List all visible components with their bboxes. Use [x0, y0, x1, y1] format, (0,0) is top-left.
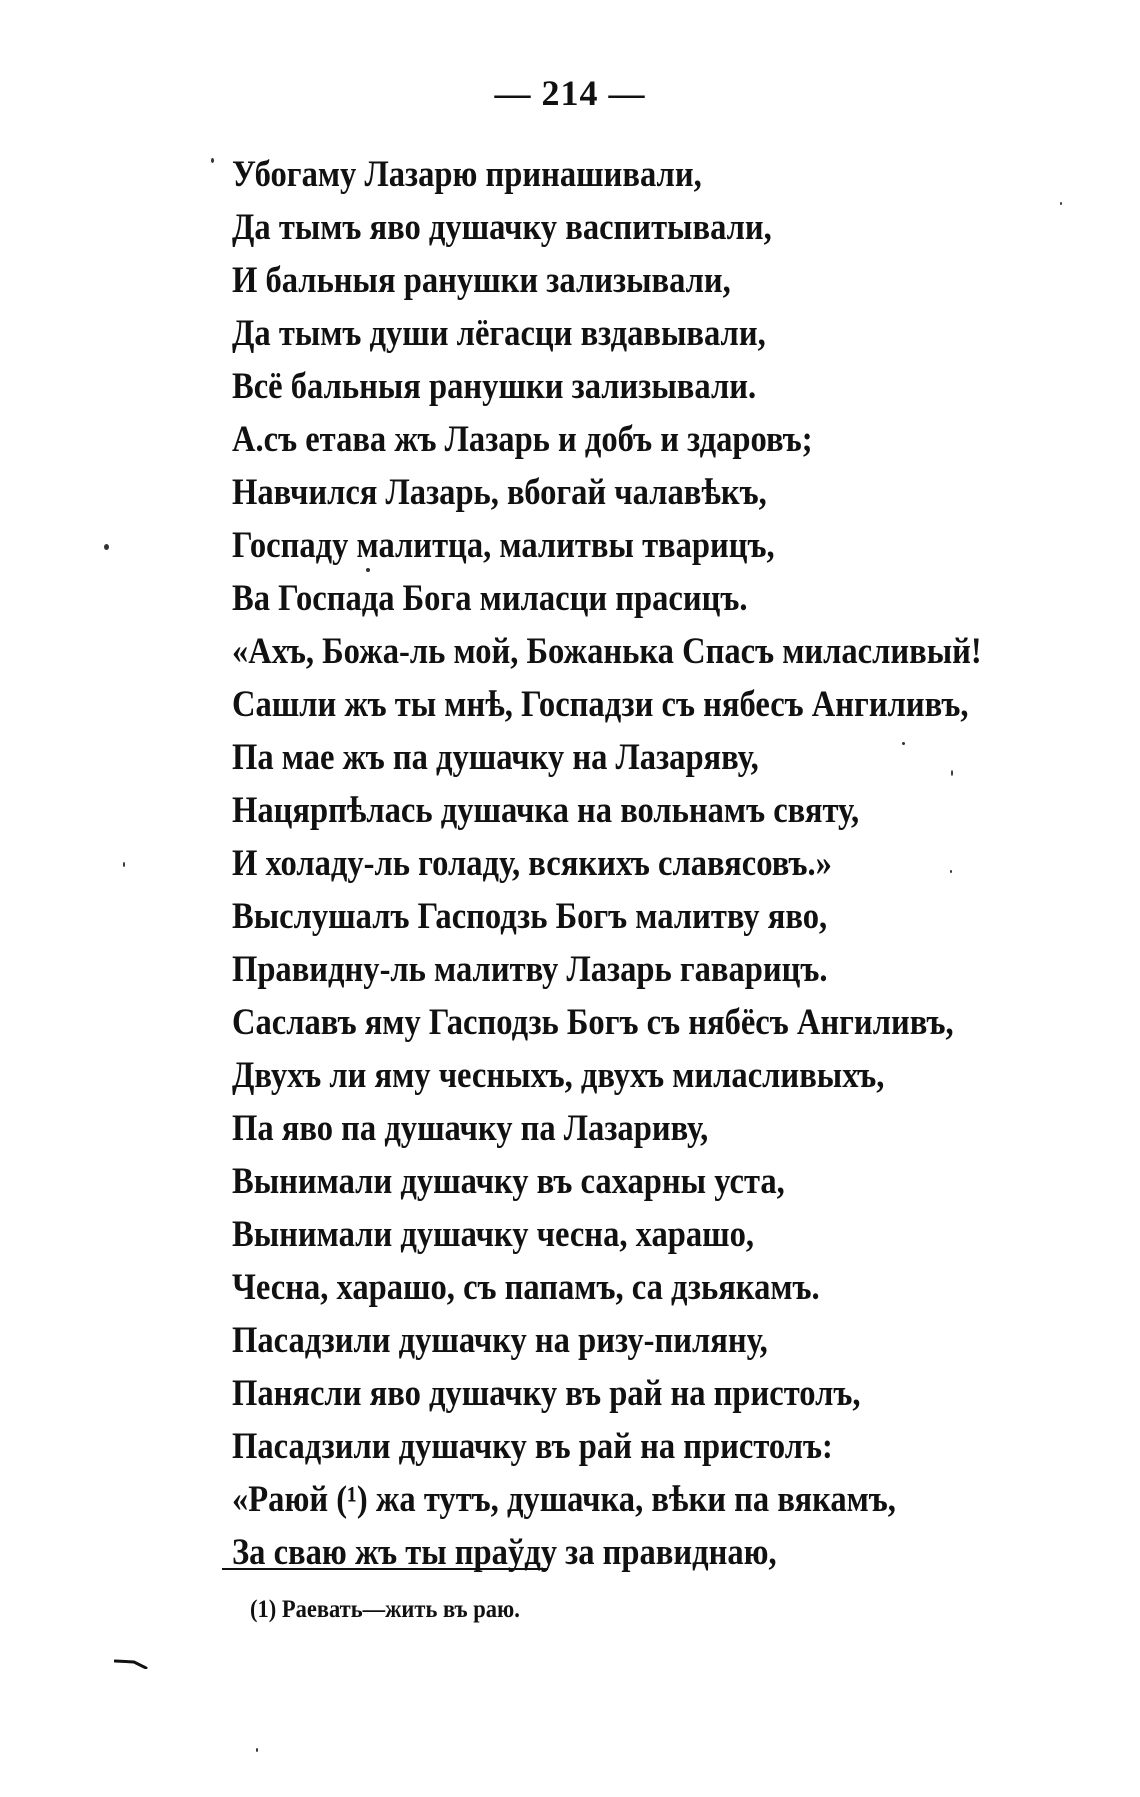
verse-line: Всё бальныя ранушки зализывали.	[232, 366, 757, 407]
scan-speck	[211, 158, 214, 163]
verse-line: Вынимали душачку чесна, харашо,	[232, 1214, 755, 1255]
verse-line: Нацярпѣлась душачка на вольнамъ святу,	[232, 790, 860, 831]
scan-speck	[366, 568, 370, 572]
scan-speck	[104, 544, 109, 550]
verse-line: Чесна, харашо, съ папамъ, са дзьякамъ.	[232, 1267, 820, 1308]
footnote-divider	[222, 1568, 548, 1570]
verse-line: Панясли яво душачку въ рай на пристолъ,	[232, 1373, 861, 1414]
verse-line: Сашли жъ ты мнѣ, Госпадзи съ нябесъ Ангиливъ,	[232, 684, 969, 725]
ink-mark	[114, 1659, 148, 1669]
poem-text	[232, 148, 1084, 1579]
verse-line: Госпаду малитца, малитвы тварицъ,	[232, 525, 775, 566]
verse-line: Убогаму Лазарю принашивали,	[232, 154, 702, 195]
verse-line: Саславъ яму Гасподзь Богъ съ нябёсъ Ангиливъ,	[232, 1002, 954, 1043]
verse-line: «Ахъ, Божа-ль мой, Божанька Спасъ миласливый!	[232, 631, 982, 672]
verse-line: Па яво па душачку па Лазариву,	[232, 1108, 709, 1149]
verse-line: Двухъ ли яму чесныхъ, двухъ миласливыхъ,	[232, 1055, 885, 1096]
verse-line: Да тымъ души лёгасци вздавывали,	[232, 313, 766, 354]
verse-line: Па мае жъ па душачку на Лазаряву,	[232, 737, 759, 778]
scan-speck	[123, 862, 125, 867]
footnote: (1) Раевать—жить въ раю.	[250, 1596, 520, 1623]
verse-line: Пасадзили душачку въ рай на пристолъ:	[232, 1426, 833, 1467]
verse-line: Ва Госпада Бога миласци прасицъ.	[232, 578, 748, 619]
verse-line: А.съ етава жъ Лазарь и добъ и здаровъ;	[232, 419, 813, 460]
verse-line: И бальныя ранушки зализывали,	[232, 260, 731, 301]
verse-line: Вынимали душачку въ сахарны уста,	[232, 1161, 785, 1202]
verse-line: Пасадзили душачку на ризу-пиляну,	[232, 1320, 768, 1361]
page-number: — 214 —	[494, 73, 646, 113]
scan-speck	[1060, 202, 1062, 205]
scan-speck	[950, 870, 952, 873]
verse-line: «Раюй (¹) жа тутъ, душачка, вѣки па вякамъ,	[232, 1479, 896, 1520]
verse-line: За сваю жъ ты праўду за правиднаю,	[232, 1532, 777, 1573]
verse-line: И холаду-ль голаду, всякихъ славясовъ.»	[232, 843, 832, 884]
verse-line: Правидну-ль малитву Лазарь гаварицъ.	[232, 949, 828, 990]
scan-speck	[951, 770, 953, 776]
verse-line: Выслушалъ Гасподзь Богъ малитву яво,	[232, 896, 828, 937]
scan-speck	[256, 1748, 258, 1752]
verse-line: Да тымъ яво душачку васпитывали,	[232, 207, 772, 248]
scan-speck	[902, 742, 905, 745]
verse-line: Навчился Лазарь, вбогай чалавѣкъ,	[232, 472, 767, 513]
